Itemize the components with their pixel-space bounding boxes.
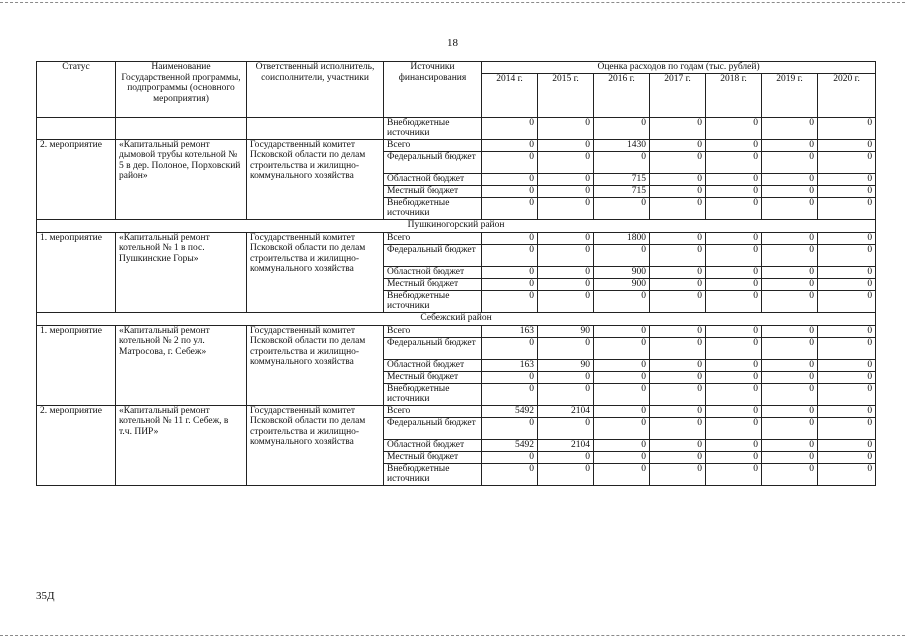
value-cell: 0 bbox=[762, 325, 818, 337]
value-cell: 0 bbox=[594, 244, 650, 266]
status-cell: 2. мероприятие bbox=[37, 139, 116, 219]
source-cell: Областной бюджет bbox=[384, 359, 482, 371]
value-cell: 0 bbox=[538, 173, 594, 185]
value-cell: 90 bbox=[538, 325, 594, 337]
value-cell: 0 bbox=[482, 244, 538, 266]
value-cell: 0 bbox=[538, 383, 594, 405]
value-cell: 0 bbox=[594, 371, 650, 383]
value-cell: 0 bbox=[762, 451, 818, 463]
value-cell: 0 bbox=[762, 417, 818, 439]
value-cell: 0 bbox=[594, 197, 650, 219]
value-cell: 0 bbox=[538, 371, 594, 383]
value-cell: 0 bbox=[706, 325, 762, 337]
status-cell: 1. мероприятие bbox=[37, 232, 116, 312]
value-cell: 0 bbox=[818, 325, 876, 337]
executor-cell bbox=[247, 117, 384, 139]
header-year: 2019 г. bbox=[762, 73, 818, 117]
value-cell: 0 bbox=[762, 117, 818, 139]
value-cell: 0 bbox=[706, 232, 762, 244]
value-cell: 0 bbox=[482, 463, 538, 485]
value-cell: 0 bbox=[706, 290, 762, 312]
value-cell: 1800 bbox=[594, 232, 650, 244]
value-cell: 0 bbox=[594, 290, 650, 312]
value-cell: 0 bbox=[762, 439, 818, 451]
value-cell: 0 bbox=[706, 173, 762, 185]
value-cell: 0 bbox=[482, 383, 538, 405]
table-row bbox=[37, 405, 876, 417]
value-cell: 90 bbox=[538, 359, 594, 371]
source-cell: Местный бюджет bbox=[384, 185, 482, 197]
source-cell: Областной бюджет bbox=[384, 173, 482, 185]
value-cell: 0 bbox=[650, 451, 706, 463]
value-cell: 0 bbox=[818, 173, 876, 185]
value-cell: 0 bbox=[594, 383, 650, 405]
value-cell: 0 bbox=[538, 417, 594, 439]
name-cell bbox=[116, 117, 247, 139]
page-bottom-edge bbox=[0, 635, 905, 636]
value-cell: 0 bbox=[650, 185, 706, 197]
value-cell: 0 bbox=[706, 359, 762, 371]
value-cell: 900 bbox=[594, 278, 650, 290]
value-cell: 0 bbox=[482, 337, 538, 359]
value-cell: 0 bbox=[762, 383, 818, 405]
value-cell: 0 bbox=[482, 151, 538, 173]
value-cell: 0 bbox=[818, 383, 876, 405]
value-cell: 0 bbox=[538, 117, 594, 139]
value-cell: 0 bbox=[706, 405, 762, 417]
value-cell: 0 bbox=[650, 278, 706, 290]
value-cell: 0 bbox=[762, 151, 818, 173]
status-cell: 1. мероприятие bbox=[37, 325, 116, 405]
table-header bbox=[37, 62, 876, 118]
value-cell: 0 bbox=[538, 232, 594, 244]
value-cell: 0 bbox=[594, 337, 650, 359]
value-cell: 1430 bbox=[594, 139, 650, 151]
value-cell: 0 bbox=[594, 451, 650, 463]
value-cell: 0 bbox=[482, 197, 538, 219]
header-year: 2018 г. bbox=[706, 73, 762, 117]
value-cell: 0 bbox=[482, 185, 538, 197]
value-cell: 0 bbox=[482, 232, 538, 244]
table-row bbox=[37, 232, 876, 244]
value-cell: 0 bbox=[818, 197, 876, 219]
value-cell: 715 bbox=[594, 173, 650, 185]
header-year: 2020 г. bbox=[818, 73, 876, 117]
district-row bbox=[37, 219, 876, 232]
name-cell: «Капитальный ремонт котельной № 11 г. Себеж, в т.ч. ПИР» bbox=[116, 405, 247, 485]
value-cell: 0 bbox=[762, 185, 818, 197]
value-cell: 0 bbox=[762, 232, 818, 244]
source-cell: Всего bbox=[384, 232, 482, 244]
value-cell: 0 bbox=[762, 244, 818, 266]
source-cell: Всего bbox=[384, 405, 482, 417]
value-cell: 0 bbox=[706, 278, 762, 290]
value-cell: 0 bbox=[538, 151, 594, 173]
value-cell: 0 bbox=[706, 371, 762, 383]
value-cell: 0 bbox=[650, 405, 706, 417]
value-cell: 0 bbox=[762, 337, 818, 359]
value-cell: 0 bbox=[650, 139, 706, 151]
value-cell: 0 bbox=[650, 383, 706, 405]
table-body bbox=[37, 117, 876, 485]
value-cell: 0 bbox=[818, 359, 876, 371]
name-cell: «Капитальный ремонт котельной № 1 в пос. Пушкинские Горы» bbox=[116, 232, 247, 312]
executor-cell: Государственный комитет Псковской области по делам строительства и жилищно-коммунального хозяйства bbox=[247, 232, 384, 312]
value-cell: 715 bbox=[594, 185, 650, 197]
value-cell: 0 bbox=[818, 244, 876, 266]
source-cell: Областной бюджет bbox=[384, 439, 482, 451]
source-cell: Местный бюджет bbox=[384, 278, 482, 290]
header-year: 2017 г. bbox=[650, 73, 706, 117]
value-cell: 0 bbox=[650, 117, 706, 139]
value-cell: 0 bbox=[762, 266, 818, 278]
source-cell: Внебюджетные источники bbox=[384, 383, 482, 405]
value-cell: 0 bbox=[482, 290, 538, 312]
value-cell: 0 bbox=[818, 139, 876, 151]
value-cell: 0 bbox=[594, 359, 650, 371]
value-cell: 0 bbox=[650, 371, 706, 383]
value-cell: 0 bbox=[482, 139, 538, 151]
value-cell: 0 bbox=[706, 151, 762, 173]
value-cell: 0 bbox=[706, 383, 762, 405]
footer-code: 35Д bbox=[36, 590, 55, 602]
value-cell: 0 bbox=[594, 151, 650, 173]
executor-cell: Государственный комитет Псковской области по делам строительства и жилищно-коммунального хозяйства bbox=[247, 139, 384, 219]
value-cell: 0 bbox=[650, 232, 706, 244]
status-cell: 2. мероприятие bbox=[37, 405, 116, 485]
status-cell bbox=[37, 117, 116, 139]
value-cell: 5492 bbox=[482, 439, 538, 451]
value-cell: 2104 bbox=[538, 405, 594, 417]
expenditure-table bbox=[36, 61, 876, 486]
value-cell: 0 bbox=[706, 185, 762, 197]
source-cell: Федеральный бюджет bbox=[384, 337, 482, 359]
value-cell: 0 bbox=[818, 117, 876, 139]
value-cell: 163 bbox=[482, 325, 538, 337]
value-cell: 0 bbox=[818, 463, 876, 485]
value-cell: 0 bbox=[538, 337, 594, 359]
header-executor: Ответственный исполнитель, соисполнители, участники bbox=[247, 62, 384, 118]
value-cell: 0 bbox=[818, 405, 876, 417]
value-cell: 0 bbox=[482, 278, 538, 290]
value-cell: 0 bbox=[538, 290, 594, 312]
value-cell: 0 bbox=[818, 417, 876, 439]
value-cell: 0 bbox=[482, 173, 538, 185]
value-cell: 900 bbox=[594, 266, 650, 278]
source-cell: Внебюджетные источники bbox=[384, 117, 482, 139]
value-cell: 0 bbox=[538, 463, 594, 485]
value-cell: 0 bbox=[706, 463, 762, 485]
value-cell: 0 bbox=[650, 439, 706, 451]
value-cell: 0 bbox=[482, 417, 538, 439]
value-cell: 0 bbox=[482, 117, 538, 139]
value-cell: 0 bbox=[706, 244, 762, 266]
source-cell: Местный бюджет bbox=[384, 371, 482, 383]
source-cell: Федеральный бюджет bbox=[384, 244, 482, 266]
value-cell: 0 bbox=[482, 266, 538, 278]
value-cell: 0 bbox=[538, 451, 594, 463]
header-year: 2014 г. bbox=[482, 73, 538, 117]
table-row bbox=[37, 139, 876, 151]
source-cell: Всего bbox=[384, 139, 482, 151]
value-cell: 0 bbox=[818, 337, 876, 359]
value-cell: 0 bbox=[818, 439, 876, 451]
value-cell: 0 bbox=[482, 451, 538, 463]
value-cell: 0 bbox=[650, 266, 706, 278]
value-cell: 0 bbox=[650, 173, 706, 185]
value-cell: 0 bbox=[706, 117, 762, 139]
value-cell: 0 bbox=[706, 451, 762, 463]
value-cell: 0 bbox=[650, 290, 706, 312]
value-cell: 0 bbox=[818, 266, 876, 278]
value-cell: 0 bbox=[762, 371, 818, 383]
source-cell: Внебюджетные источники bbox=[384, 197, 482, 219]
source-cell: Всего bbox=[384, 325, 482, 337]
header-year: 2016 г. bbox=[594, 73, 650, 117]
header-sources: Источники финансирования bbox=[384, 62, 482, 118]
value-cell: 0 bbox=[650, 197, 706, 219]
value-cell: 0 bbox=[538, 244, 594, 266]
value-cell: 0 bbox=[482, 371, 538, 383]
value-cell: 0 bbox=[594, 463, 650, 485]
value-cell: 0 bbox=[706, 337, 762, 359]
header-name: Наименование Государственной программы, подпрограммы (основного мероприятия) bbox=[116, 62, 247, 118]
source-cell: Федеральный бюджет bbox=[384, 417, 482, 439]
value-cell: 0 bbox=[650, 417, 706, 439]
value-cell: 0 bbox=[706, 139, 762, 151]
value-cell: 0 bbox=[762, 173, 818, 185]
value-cell: 0 bbox=[818, 451, 876, 463]
page-number: 18 bbox=[447, 37, 458, 49]
value-cell: 0 bbox=[762, 290, 818, 312]
value-cell: 0 bbox=[594, 417, 650, 439]
value-cell: 0 bbox=[818, 371, 876, 383]
table-row bbox=[37, 117, 876, 139]
value-cell: 0 bbox=[706, 417, 762, 439]
header-year: 2015 г. bbox=[538, 73, 594, 117]
value-cell: 0 bbox=[706, 439, 762, 451]
source-cell: Федеральный бюджет bbox=[384, 151, 482, 173]
value-cell: 0 bbox=[650, 325, 706, 337]
source-cell: Внебюджетные источники bbox=[384, 463, 482, 485]
executor-cell: Государственный комитет Псковской области по делам строительства и жилищно-коммунального хозяйства bbox=[247, 325, 384, 405]
value-cell: 0 bbox=[594, 439, 650, 451]
executor-cell: Государственный комитет Псковской области по делам строительства и жилищно-коммунального хозяйства bbox=[247, 405, 384, 485]
value-cell: 0 bbox=[650, 463, 706, 485]
value-cell: 0 bbox=[538, 278, 594, 290]
value-cell: 0 bbox=[762, 278, 818, 290]
value-cell: 0 bbox=[818, 185, 876, 197]
value-cell: 0 bbox=[818, 232, 876, 244]
value-cell: 0 bbox=[538, 197, 594, 219]
name-cell: «Капитальный ремонт дымовой трубы котельной № 5 в дер. Полоное, Порховский район» bbox=[116, 139, 247, 219]
value-cell: 0 bbox=[650, 337, 706, 359]
value-cell: 0 bbox=[818, 278, 876, 290]
source-cell: Внебюджетные источники bbox=[384, 290, 482, 312]
value-cell: 0 bbox=[538, 266, 594, 278]
page-top-edge bbox=[0, 2, 905, 3]
name-cell: «Капитальный ремонт котельной № 2 по ул. Матросова, г. Себеж» bbox=[116, 325, 247, 405]
value-cell: 0 bbox=[762, 463, 818, 485]
value-cell: 0 bbox=[594, 405, 650, 417]
district-heading: Пушкиногорский район bbox=[37, 219, 876, 232]
value-cell: 0 bbox=[706, 197, 762, 219]
value-cell: 0 bbox=[706, 266, 762, 278]
source-cell: Местный бюджет bbox=[384, 451, 482, 463]
header-estimate: Оценка расходов по годам (тыс. рублей) bbox=[482, 62, 876, 74]
value-cell: 163 bbox=[482, 359, 538, 371]
value-cell: 0 bbox=[762, 139, 818, 151]
header-status: Статус bbox=[37, 62, 116, 118]
value-cell: 0 bbox=[650, 359, 706, 371]
district-row bbox=[37, 312, 876, 325]
value-cell: 0 bbox=[650, 151, 706, 173]
value-cell: 0 bbox=[762, 197, 818, 219]
value-cell: 2104 bbox=[538, 439, 594, 451]
district-heading: Себежский район bbox=[37, 312, 876, 325]
value-cell: 0 bbox=[762, 359, 818, 371]
value-cell: 0 bbox=[818, 290, 876, 312]
value-cell: 0 bbox=[594, 117, 650, 139]
value-cell: 0 bbox=[818, 151, 876, 173]
source-cell: Областной бюджет bbox=[384, 266, 482, 278]
value-cell: 5492 bbox=[482, 405, 538, 417]
value-cell: 0 bbox=[650, 244, 706, 266]
value-cell: 0 bbox=[594, 325, 650, 337]
value-cell: 0 bbox=[762, 405, 818, 417]
table-row bbox=[37, 325, 876, 337]
value-cell: 0 bbox=[538, 185, 594, 197]
value-cell: 0 bbox=[538, 139, 594, 151]
